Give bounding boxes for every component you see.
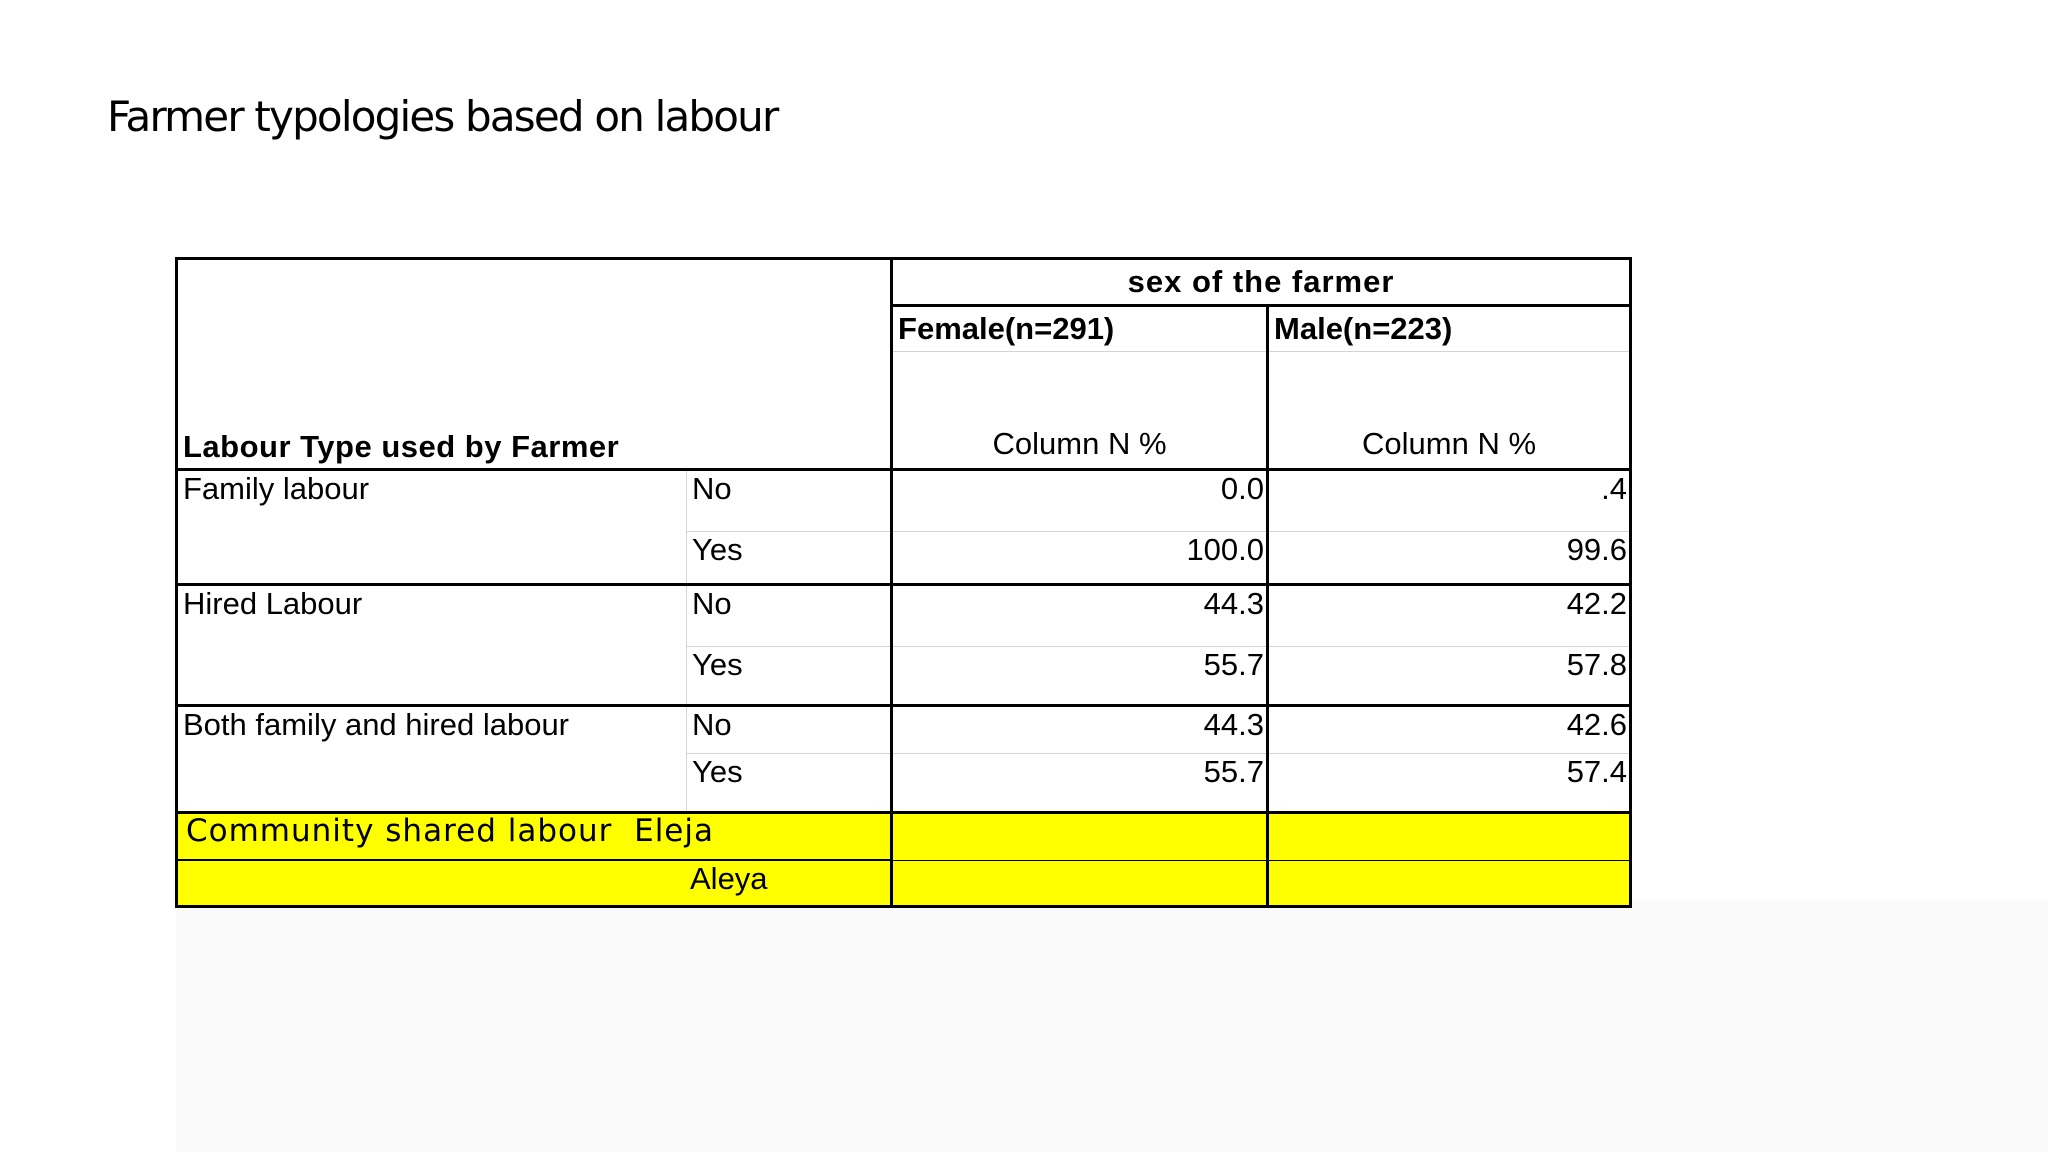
value-female: 0.0 [892, 470, 1268, 532]
highlight-label-cell [177, 860, 892, 907]
value-male: 57.8 [1268, 647, 1631, 706]
category-cell: No [687, 585, 892, 647]
table-row [177, 585, 1631, 647]
background-panel [176, 900, 2048, 1152]
value-female: 44.3 [892, 585, 1268, 647]
category-cell: Yes [687, 754, 892, 813]
highlight-value-female [892, 813, 1268, 861]
header-row-group [177, 259, 1631, 306]
table-row [177, 706, 1631, 754]
row-header: Labour Type used by Farmer [183, 429, 620, 465]
value-female: 44.3 [892, 706, 1268, 754]
group-label-family: Family labour [177, 470, 687, 585]
highlight-row [177, 813, 1631, 861]
value-male: 42.6 [1268, 706, 1631, 754]
labour-type-table [175, 257, 1632, 908]
category-cell: No [687, 706, 892, 754]
column-header-female: Female(n=291) [892, 306, 1268, 352]
column-header-male: Male(n=223) [1268, 306, 1631, 352]
highlight-label-cell [177, 813, 892, 861]
row-header-cell [177, 259, 892, 470]
category-cell: Yes [687, 647, 892, 706]
value-female: 55.7 [892, 754, 1268, 813]
table-row [177, 470, 1631, 532]
measure-header-female: Column N % [892, 352, 1268, 470]
group-label-both: Both family and hired labour [177, 706, 687, 813]
slide-title: Farmer typologies based on labour [107, 92, 778, 141]
highlight-group-label: Community shared labour [186, 813, 613, 849]
highlight-value-male [1268, 860, 1631, 907]
value-male: 99.6 [1268, 532, 1631, 585]
value-female: 100.0 [892, 532, 1268, 585]
highlight-value-male [1268, 813, 1631, 861]
measure-header-male: Column N % [1268, 352, 1631, 470]
highlight-row [177, 860, 1631, 907]
value-male: .4 [1268, 470, 1631, 532]
value-female: 55.7 [892, 647, 1268, 706]
value-male: 42.2 [1268, 585, 1631, 647]
category-cell: No [687, 470, 892, 532]
group-label-hired: Hired Labour [177, 585, 687, 706]
highlight-category: Eleja [634, 813, 714, 849]
column-group-header: sex of the farmer [892, 259, 1631, 306]
value-male: 57.4 [1268, 754, 1631, 813]
category-cell: Yes [687, 532, 892, 585]
highlight-category: Aleya [690, 861, 768, 896]
highlight-value-female [892, 860, 1268, 907]
